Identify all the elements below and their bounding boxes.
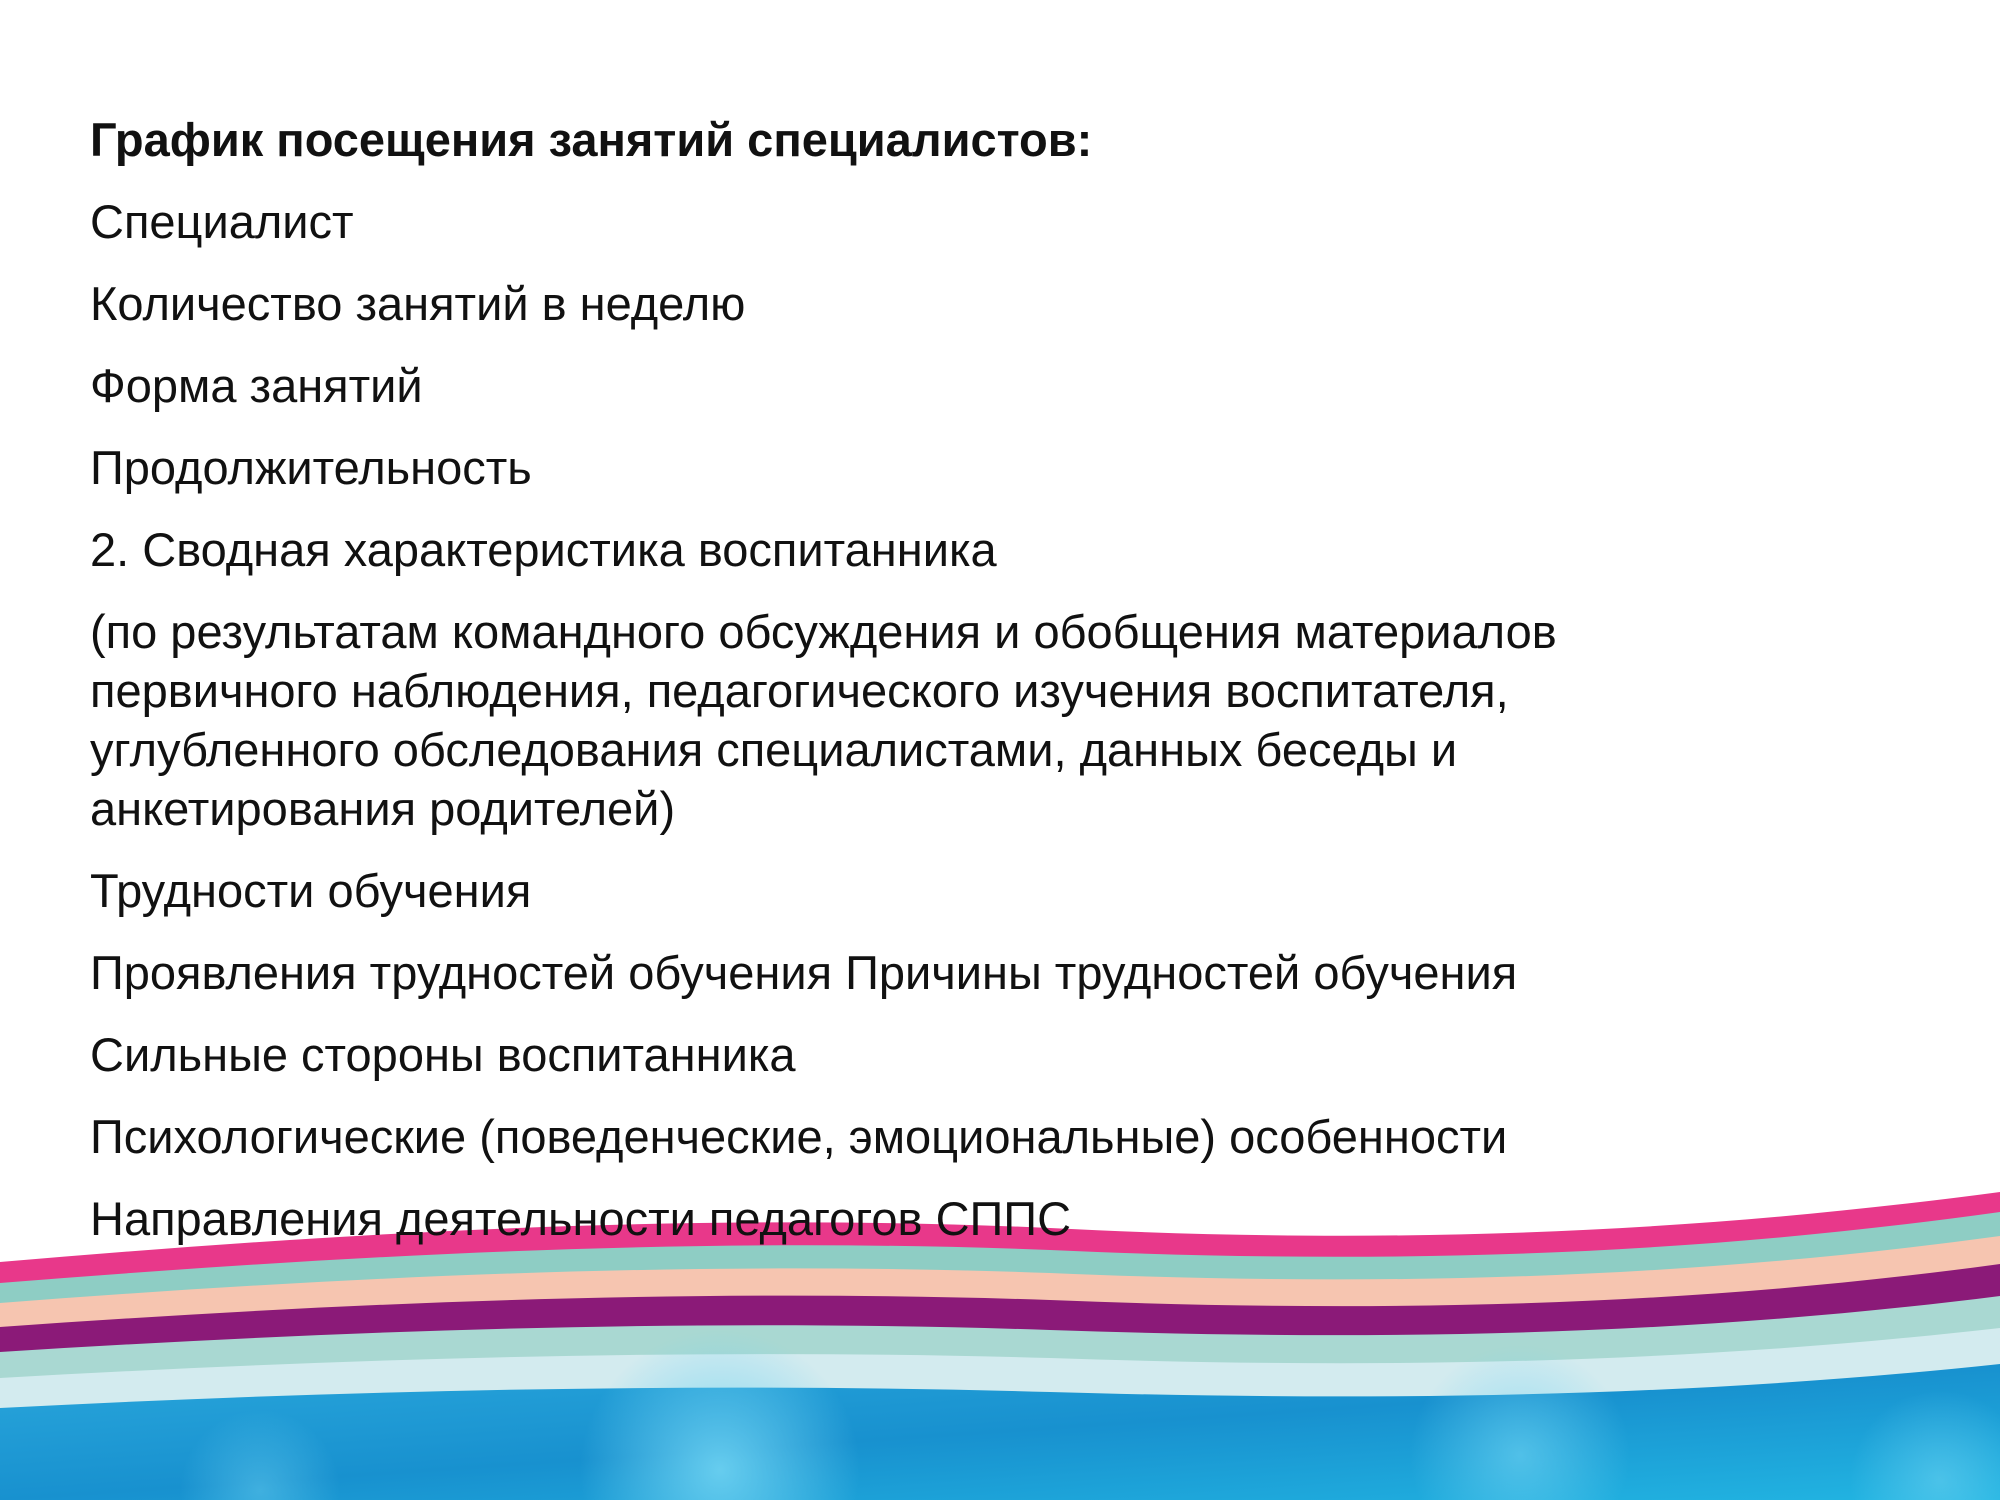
slide-heading: График посещения занятий специалистов:: [90, 113, 1093, 166]
text-line-specialist: Специалист: [90, 195, 354, 248]
text-line-difficulty-manifestations: Проявления трудностей обучения Причины трудностей обучения: [90, 946, 1518, 999]
text-line-psychological-features: Психологические (поведенческие, эмоциональные) особенности: [90, 1110, 1508, 1163]
text-line-summary-characteristic: 2. Сводная характеристика воспитанника: [90, 523, 997, 576]
paragraph-line: анкетирования родителей): [90, 782, 676, 835]
slide-content: [90, 110, 1910, 1271]
text-line-session-form: Форма занятий: [90, 359, 423, 412]
paragraph-line: (по результатам командного обсуждения и обобщения материалов: [90, 605, 1557, 658]
text-line-sessions-per-week: Количество занятий в неделю: [90, 277, 746, 330]
paragraph-line: углубленного обследования специалистами, данных беседы и: [90, 723, 1458, 776]
summary-note-paragraph: [90, 602, 1910, 838]
text-line-duration: Продолжительность: [90, 441, 532, 494]
text-line-activity-directions: Направления деятельности педагогов СППС: [90, 1192, 1072, 1245]
paragraph-line: первичного наблюдения, педагогического изучения воспитателя,: [90, 664, 1509, 717]
text-line-strengths: Сильные стороны воспитанника: [90, 1028, 796, 1081]
text-line-learning-difficulties: Трудности обучения: [90, 864, 532, 917]
